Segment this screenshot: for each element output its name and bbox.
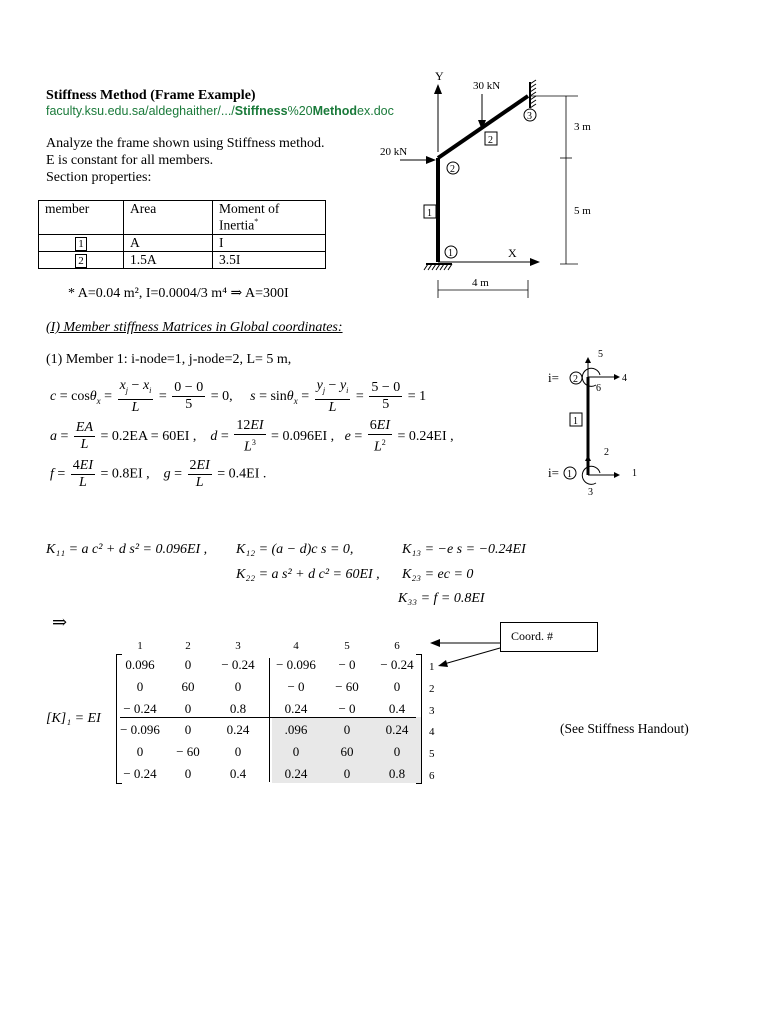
header-inertia-line2: Inertia [219, 217, 255, 233]
matrix-cell: 0.24 [284, 701, 308, 716]
source-url[interactable] [46, 104, 394, 118]
row2-inertia: 3.5I [213, 251, 326, 268]
matrix-cell: 0.8 [229, 701, 247, 716]
header-inertia: Moment of Inertia* [213, 201, 326, 235]
matrix-cell: 0 [234, 679, 242, 694]
matrix-vertical-partition [269, 658, 270, 782]
a-result: = 0.2EA = 60EI , [100, 429, 197, 445]
node-3-label: 3 [527, 111, 532, 122]
k12-equation: K₁₂ = (a − d)c s = 0, [236, 542, 354, 557]
matrix-lhs: [K]₁ = EI [46, 711, 101, 726]
x-axis-arrow [530, 258, 540, 266]
section-heading-text: (I) Member stiffness Matrices in Global coordinates: [46, 320, 343, 335]
bottom-node-i-label: i= [548, 465, 559, 480]
matrix-cell: − 60 [335, 679, 359, 694]
bottom-node-number: 1 [567, 469, 572, 480]
k13-equation: K₁₃ = −e s = −0.24EI [402, 542, 526, 557]
load-20kn-arrowhead [426, 156, 436, 164]
matrix-cell: 0 [184, 701, 192, 716]
equation-a-d-e: a = $\frac{EA}{L}$ = 0.2EA = 60EI , d = $\frac{12EI}{L^3}$ = 0.096EI , e = $\frac{6EI}{L^2}$ = 0.24EI , [50, 418, 454, 455]
matrix-cell: 0.24 [284, 766, 308, 781]
top-node-number: 2 [573, 374, 578, 385]
url-prefix: faculty.ksu.edu.sa/aldeghaither/.../ [46, 104, 235, 118]
k33-equation: K₃₃ = f = 0.8EI [398, 591, 485, 606]
equation-cos-sin: c = cosθ$_x$ = $\frac{x_j - x_i}{L}$ = $\frac{0 - 0}{5}$ = 0, s = sinθ$_x$ = $\frac{y_j - y_i}{L}$ = $\frac{5 - 0}{5}$ = 1 [50, 378, 427, 415]
intro-line-2: E is constant for all members. [46, 153, 214, 168]
url-mid: %20 [287, 104, 313, 118]
matrix-cell: 60 [340, 744, 354, 759]
matrix-cell: 60 [181, 679, 195, 694]
matrix-cell: 0.24 [226, 722, 250, 737]
table-row [39, 234, 326, 251]
matrix-cell: − 0 [287, 679, 305, 694]
matrix-row-header: 2 [429, 683, 435, 695]
matrix-cell: − 60 [176, 744, 200, 759]
matrix-cell: 0 [184, 766, 192, 781]
row2-area: 1.5A [124, 251, 213, 268]
matrix-cell: 0.4 [229, 766, 247, 781]
url-suffix: ex.doc [357, 104, 394, 118]
matrix-cell: − 0.096 [120, 722, 160, 737]
matrix-cell: 0.4 [388, 701, 406, 716]
matrix-cell: − 0 [338, 701, 356, 716]
node-1-label: 1 [448, 248, 453, 259]
f-result: = 0.8EI , [100, 466, 150, 482]
matrix-col-header: 5 [344, 640, 350, 652]
matrix-cell: − 0 [338, 657, 356, 672]
dof-1-label: 1 [632, 468, 637, 479]
dof-4-label: 4 [622, 373, 627, 384]
matrix-left-bracket [116, 654, 122, 784]
header-area: Area [124, 201, 213, 235]
url-bold-1: Stiffness [234, 104, 288, 118]
y-axis-label: Y [435, 69, 444, 83]
member-fig-box-label: 1 [573, 416, 578, 427]
matrix-cell: 0.8 [388, 766, 406, 781]
matrix-cell: 0.24 [385, 722, 409, 737]
e-result: = 0.24EI , [397, 429, 454, 445]
g-result: = 0.4EI . [217, 466, 267, 482]
table-row [39, 251, 326, 268]
matrix-cell: 0 [136, 744, 144, 759]
intro-line-3: Section properties: [46, 170, 152, 185]
coord-arrow-bottom [444, 648, 500, 664]
matrix-cell: 0.096 [125, 657, 155, 672]
matrix-cell: − 0.24 [221, 657, 255, 672]
k22-equation: K₂₂ = a s² + d c² = 60EI , [236, 567, 380, 582]
section-properties-table [38, 200, 326, 269]
matrix-col-header: 4 [293, 640, 299, 652]
equation-f-g: f = $\frac{4EI}{L}$ = 0.8EI , g = $\frac{2EI}{L}$ = 0.4EI . [50, 458, 267, 490]
matrix-cell: 0 [234, 744, 242, 759]
matrix-cell: 0 [343, 766, 351, 781]
top-node-i-label: i= [548, 370, 559, 385]
d-result: = 0.096EI , [271, 429, 335, 445]
table-header-row [39, 201, 326, 235]
s-result: = 1 [407, 389, 427, 405]
load-30kn-label: 30 kN [473, 80, 501, 92]
stiffness-matrix [114, 640, 434, 790]
header-member: member [39, 201, 124, 235]
matrix-row-header: 4 [429, 726, 435, 738]
matrix-col-header: 1 [137, 640, 143, 652]
property-note: * A=0.04 m², I=0.0004/3 m⁴ ⇒ A=300I [68, 286, 289, 301]
matrix-cell: 0 [292, 744, 300, 759]
member1-description: (1) Member 1: i-node=1, j-node=2, L= 5 m, [46, 352, 292, 367]
row1-area: A [124, 234, 213, 251]
matrix-cell: − 0.24 [123, 701, 157, 716]
matrix-cell: .096 [284, 722, 308, 737]
k11-equation: K₁₁ = a c² + d s² = 0.096EI , [46, 542, 208, 557]
matrix-cell: 0 [184, 722, 192, 737]
matrix-horizontal-partition [120, 717, 416, 718]
matrix-cell: − 0.24 [380, 657, 414, 672]
matrix-row-header: 5 [429, 748, 435, 760]
dof-2-label: 2 [604, 447, 609, 458]
matrix-cell: − 0.24 [123, 766, 157, 781]
matrix-row-header: 3 [429, 705, 435, 717]
matrix-row-header: 6 [429, 770, 435, 782]
node-2-label: 2 [450, 164, 455, 175]
load-20kn-label: 20 kN [380, 146, 408, 158]
member-box: 2 [75, 254, 87, 268]
member-1-label: 1 [427, 208, 432, 219]
coord-number-box: Coord. # [500, 622, 598, 652]
row1-member [39, 234, 124, 251]
x-axis-label: X [508, 246, 517, 260]
matrix-right-bracket [416, 654, 422, 784]
row1-inertia: I [213, 234, 326, 251]
matrix-cell: 0 [136, 679, 144, 694]
dim-3m-label: 3 m [574, 121, 591, 133]
url-bold-2: Method [312, 104, 358, 118]
matrix-cell: 0 [184, 657, 192, 672]
intro-line-1: Analyze the frame shown using Stiffness method. [46, 136, 325, 151]
dim-5m-label: 5 m [574, 205, 591, 217]
row2-member [39, 251, 124, 268]
dof-6-label: 6 [596, 383, 601, 394]
member-2-label: 2 [488, 135, 493, 146]
matrix-col-header: 6 [394, 640, 400, 652]
matrix-cell: 0 [393, 679, 401, 694]
c-result: = 0, [210, 389, 233, 405]
dof-5-label: 5 [598, 349, 603, 360]
matrix-cell: 0 [393, 744, 401, 759]
frame-diagram [370, 62, 610, 302]
y-axis-arrow [434, 84, 442, 94]
section-heading [46, 320, 343, 336]
dof-3-label: 3 [588, 487, 593, 498]
matrix-col-header: 2 [185, 640, 191, 652]
implies-symbol: ⇒ [52, 612, 68, 632]
coord-arrows [428, 632, 508, 672]
document-title: Stiffness Method (Frame Example) [46, 88, 256, 103]
k23-equation: K₂₃ = ec = 0 [402, 567, 474, 582]
matrix-col-header: 3 [235, 640, 241, 652]
see-handout-note: (See Stiffness Handout) [560, 721, 689, 736]
member-box: 1 [75, 237, 87, 251]
member-figure [540, 345, 650, 500]
matrix-cell: − 0.096 [276, 657, 316, 672]
dim-4m-label: 4 m [472, 277, 489, 289]
matrix-cell: 0 [343, 722, 351, 737]
header-inertia-line1: Moment of [219, 201, 280, 216]
matrix-row-header: 1 [429, 661, 435, 673]
